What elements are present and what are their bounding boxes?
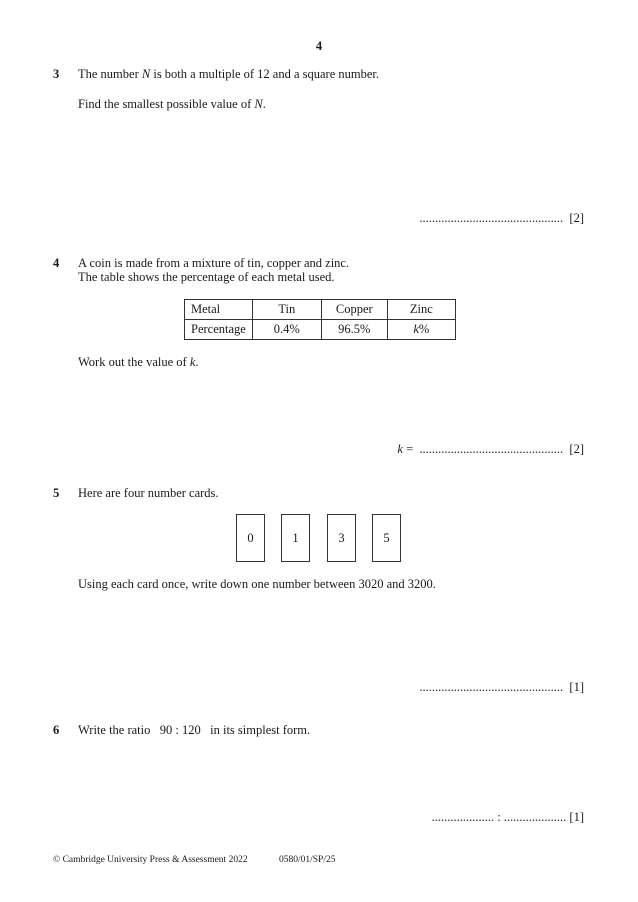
number-card: 1 <box>281 514 310 562</box>
table-header-metal: Metal <box>185 300 253 320</box>
question-5-line-1: Here are four number cards. <box>78 486 219 500</box>
answer-line-right[interactable]: .................... <box>503 810 567 824</box>
question-5-answer[interactable] <box>419 680 584 695</box>
question-6-statement: Write the ratio 90 : 120 in its simplest form. <box>78 723 311 737</box>
question-3-number: 3 <box>53 67 60 81</box>
answer-line[interactable]: .............................................. <box>419 442 564 456</box>
question-6-answer[interactable]: .................... : .................... [1] <box>431 810 584 824</box>
marks: [1] <box>569 810 584 824</box>
ratio: 90 : 120 <box>159 723 201 737</box>
table-cell-tin: 0.4% <box>252 320 321 340</box>
page-number: 4 <box>315 39 323 53</box>
metal-percentage-table <box>184 299 456 340</box>
question-4-instruction: Work out the value of k. <box>78 355 199 369</box>
question-3-statement: The number N is both a multiple of 12 and a square number. <box>78 67 379 81</box>
number-card: 0 <box>236 514 265 562</box>
marks: [1] <box>569 680 584 694</box>
table-row <box>185 300 456 320</box>
marks: [2] <box>569 442 584 456</box>
question-3-answer[interactable] <box>419 211 584 226</box>
footer-paper-code: 0580/01/SP/25 <box>279 855 336 865</box>
question-4-line-1: A coin is made from a mixture of tin, copper and zinc. <box>78 256 350 270</box>
table-header-zinc: Zinc <box>387 300 455 320</box>
table-row-label: Percentage <box>185 320 253 340</box>
number-card: 5 <box>372 514 401 562</box>
question-5-instruction: Using each card once, write down one number between 3020 and 3200. <box>78 577 436 591</box>
question-4-answer[interactable]: k = .............................................. [2] <box>397 442 584 456</box>
answer-line[interactable]: .............................................. <box>419 680 564 694</box>
answer-line-left[interactable]: .................... <box>431 810 495 824</box>
table-row <box>185 320 456 340</box>
table-cell-copper: 96.5% <box>321 320 387 340</box>
question-4-number: 4 <box>53 256 60 270</box>
table-header-tin: Tin <box>252 300 321 320</box>
footer-copyright: © Cambridge University Press & Assessment 2022 <box>53 855 248 865</box>
number-card: 3 <box>327 514 356 562</box>
table-header-copper: Copper <box>321 300 387 320</box>
marks: [2] <box>569 211 584 225</box>
question-6-number: 6 <box>53 723 60 737</box>
question-5-number: 5 <box>53 486 60 500</box>
question-4-line-2: The table shows the percentage of each metal used. <box>78 270 335 284</box>
table-cell-zinc: k% <box>387 320 455 340</box>
question-3-instruction: Find the smallest possible value of N. <box>78 97 266 111</box>
answer-line[interactable]: .............................................. <box>419 211 564 225</box>
